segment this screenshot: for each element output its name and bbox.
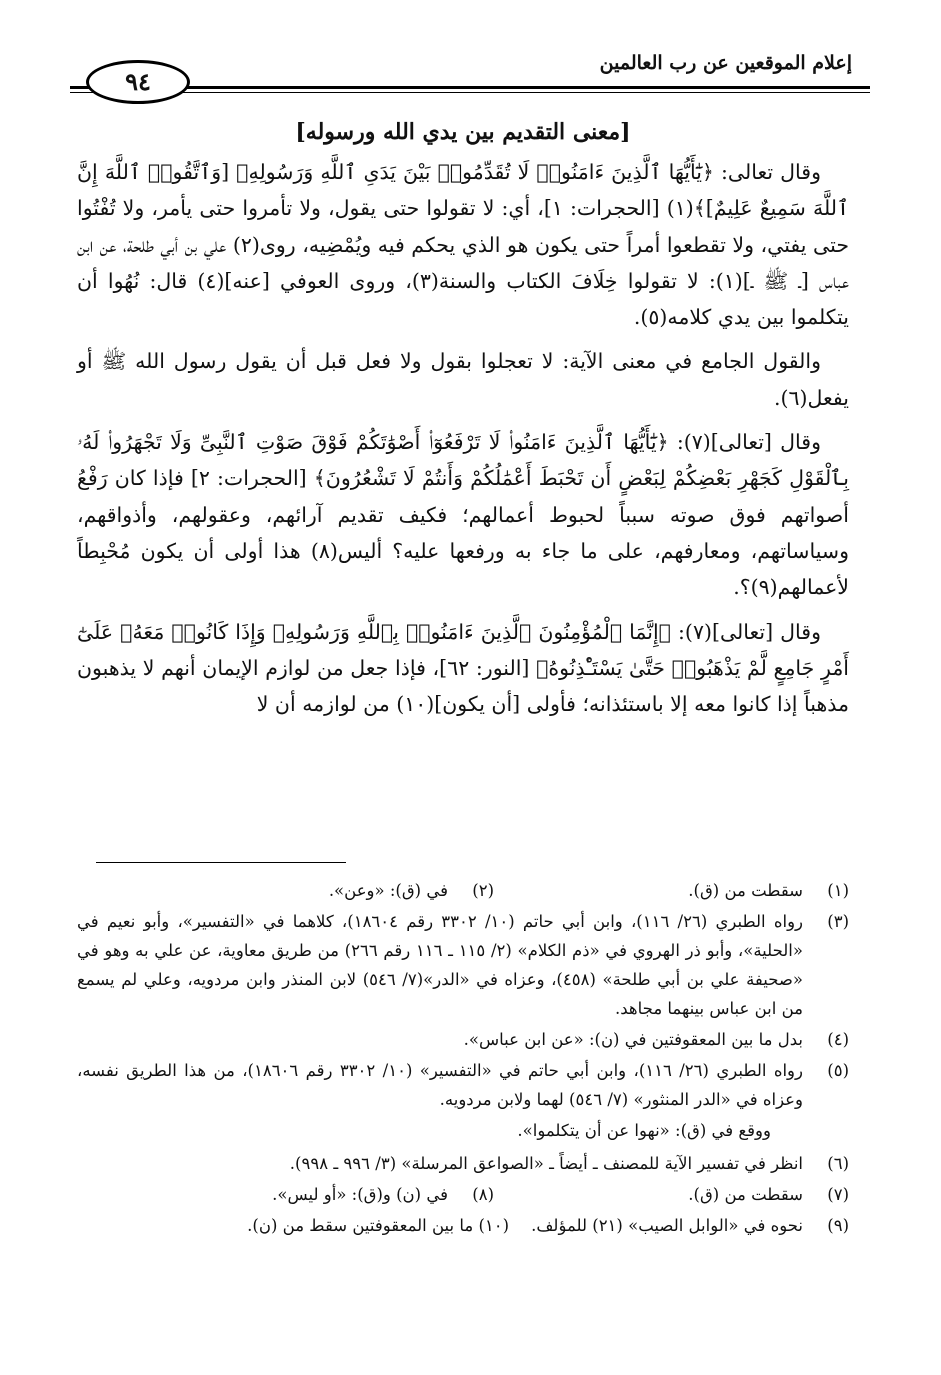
footnote-number: (٦) — [827, 1154, 849, 1173]
footnote-text: سقطت من (ق). — [688, 1185, 803, 1204]
running-title: إعلام الموقعين عن رب العالمين — [599, 52, 852, 74]
footnotes — [77, 876, 849, 1242]
footnote-number: (٢) — [472, 881, 494, 900]
footnote-row — [77, 1149, 849, 1178]
section-heading: [معنى التقديم بين يدي الله ورسوله] — [295, 119, 631, 145]
main-text — [77, 112, 849, 730]
footnote-row — [77, 1211, 849, 1240]
footnote-continuation: ووقع في (ق): «نهوا عن أن يتكلموا». — [517, 1121, 771, 1140]
paragraph-2: والقول الجامع في معنى الآية: لا تعجلوا بقول ولا فعل قبل أن يقول رسول الله ﷺ أو يفعل(٦). — [77, 349, 849, 410]
footnote-number: (٥) — [827, 1061, 849, 1080]
footnote-number: (١٠) — [478, 1216, 510, 1235]
footnote-row — [77, 876, 849, 905]
footnote-number: (٣) — [827, 912, 849, 931]
footnote-text: سقطت من (ق). — [688, 881, 803, 900]
paragraph-3: وقال [تعالى](٧): ﴿يَٰٓأَيُّهَا ٱلَّذِينَ ءَامَنُوا۟ لَا تَرْفَعُوٓا۟ أَصْوَٰتَكُمْ فَوْقَ صَوْتِ ٱلنَّبِىِّ وَلَا تَجْهَرُوا۟ لَهُۥ بِٱلْقَوْلِ كَجَهْرِ بَعْضِكُمْ لِبَعْضٍ أَن تَحْبَطَ أَعْمَٰلُكُمْ وَأَنتُمْ لَا تَشْعُرُونَ﴾ [الحجرات: ٢] فإذا كان رَفْعُ أصواتهم فوق صوته سبباً لحبوط أعمالهم؛ فكيف تقديم آرائهم، وعقولهم، وأذواقهم، وسياساتهم، ومعارفهم، على ما جاء به ورفعها عليه؟ أليس(٨) هذا أولى أن يكون مُحْبِطاً لأعمالهم(٩)؟. — [77, 430, 849, 600]
footnote-text: انظر في تفسير الآية للمصنف ـ أيضاً ـ «الصواعق المرسلة» (٣/ ٩٩٦ ـ ٩٩٨). — [289, 1154, 803, 1173]
footnote-text: بدل ما بين المعقوفتين في (ن): «عن ابن عباس». — [463, 1030, 803, 1049]
footnote-row — [77, 1025, 849, 1054]
header-rule-thin — [70, 92, 870, 93]
footnote-number: (٧) — [827, 1185, 849, 1204]
footnote-row — [77, 1180, 849, 1209]
footnote-text: ما بين المعقوفتين سقط من (ن). — [247, 1216, 474, 1235]
footnote-text: رواه الطبري (٢٦/ ١١٦)، وابن أبي حاتم (١٠/ ٣٣٠٢ رقم ١٨٦٠٤)، كلاهما في «التفسير»، وأبو نعيم في «الحلية»، وأبو ذر الهروي في «ذم الكلام» (٢/ ١١٥ ـ ١١٦ رقم ٢٦٦) من طريق معاوية، عن علي به وهو في «صحيفة علي بن أبي طلحة» (٤٥٨)، وعزاه في «الدر»(٧/ ٥٤٦) لابن المنذر وابن مردويه، وعلي لم يسمع من ابن عباس بينهما مجاهد. — [77, 912, 804, 1018]
footnote-number: (٨) — [472, 1185, 494, 1204]
page-header — [70, 38, 870, 108]
footnote-row — [77, 907, 849, 1023]
footnote-number: (٩) — [827, 1216, 849, 1235]
footnote-text: في (ق): «وعن». — [328, 881, 448, 900]
page-number-badge: ٩٤ — [86, 60, 190, 104]
header-rule-thick — [70, 86, 870, 89]
footnote-separator — [96, 862, 346, 863]
footnote-text: رواه الطبري (٢٦/ ١١٦)، وابن أبي حاتم في «التفسير» (١٠/ ٣٣٠٢ رقم ١٨٦٠٦)، من هذا الطريق نفسه، وعزاه في «الدر المنثور» (٧/ ٥٤٦) لهما ولابن مردويه. — [77, 1061, 803, 1109]
footnote-text: في (ن) و(ق): «أو ليس». — [272, 1185, 448, 1204]
paragraph-4: وقال [تعالى](٧): ﴿إِنَّمَا ٱلْمُؤْمِنُونَ ٱلَّذِينَ ءَامَنُوا۟ بِٱللَّهِ وَرَسُولِهِۦ وَإِذَا كَانُوا۟ مَعَهُۥ عَلَىٰٓ أَمْرٍ جَامِعٍ لَّمْ يَذْهَبُوا۟ حَتَّىٰ يَسْتَـْٔذِنُوهُ﴾ [النور: ٦٢]، فإذا جعل من لوازم الإيمان أنهم لا يذهبون مذهباً إذا كانوا معه إلا باستئذانه؛ فأولى [أن يكون](١٠) من لوازمه أن لا — [77, 619, 850, 717]
footnote-text: نحوه في «الوابل الصيب» (٢١) للمؤلف. — [531, 1216, 803, 1235]
footnote-number: (١) — [827, 881, 849, 900]
footnote-row — [77, 1056, 849, 1114]
footnote-number: (٤) — [827, 1030, 849, 1049]
paragraph-1: وقال تعالى: ﴿يَٰٓأَيُّهَا ٱلَّذِينَ ءَامَنُوا۟ لَا تُقَدِّمُوا۟ بَيْنَ يَدَىِ ٱللَّهِ وَرَسُولِهِۦ [وَٱتَّقُوا۟ ٱللَّهَ إِنَّ ٱللَّهَ سَمِيعٌ عَلِيمٌ]﴾(١) [الحجرات: ١]، أي: لا تقولوا حتى يقول، ولا تأمروا حتى يأمر، ولا تُفْتُوا حتى يفتي، ولا تقطعوا أمراً حتى يكون هو الذي يحكم فيه ويُمْضِيه، روى(٢) علي بن أبي طلحة، عن ابن عباس [ـ ﷺ ـ](١): لا تقولوا خِلَافَ الكتاب والسنة(٣)، وروى العوفي [عنه](٤) قال: نُهُوا أن يتكلموا بين يدي كلامه(٥). — [77, 160, 850, 330]
